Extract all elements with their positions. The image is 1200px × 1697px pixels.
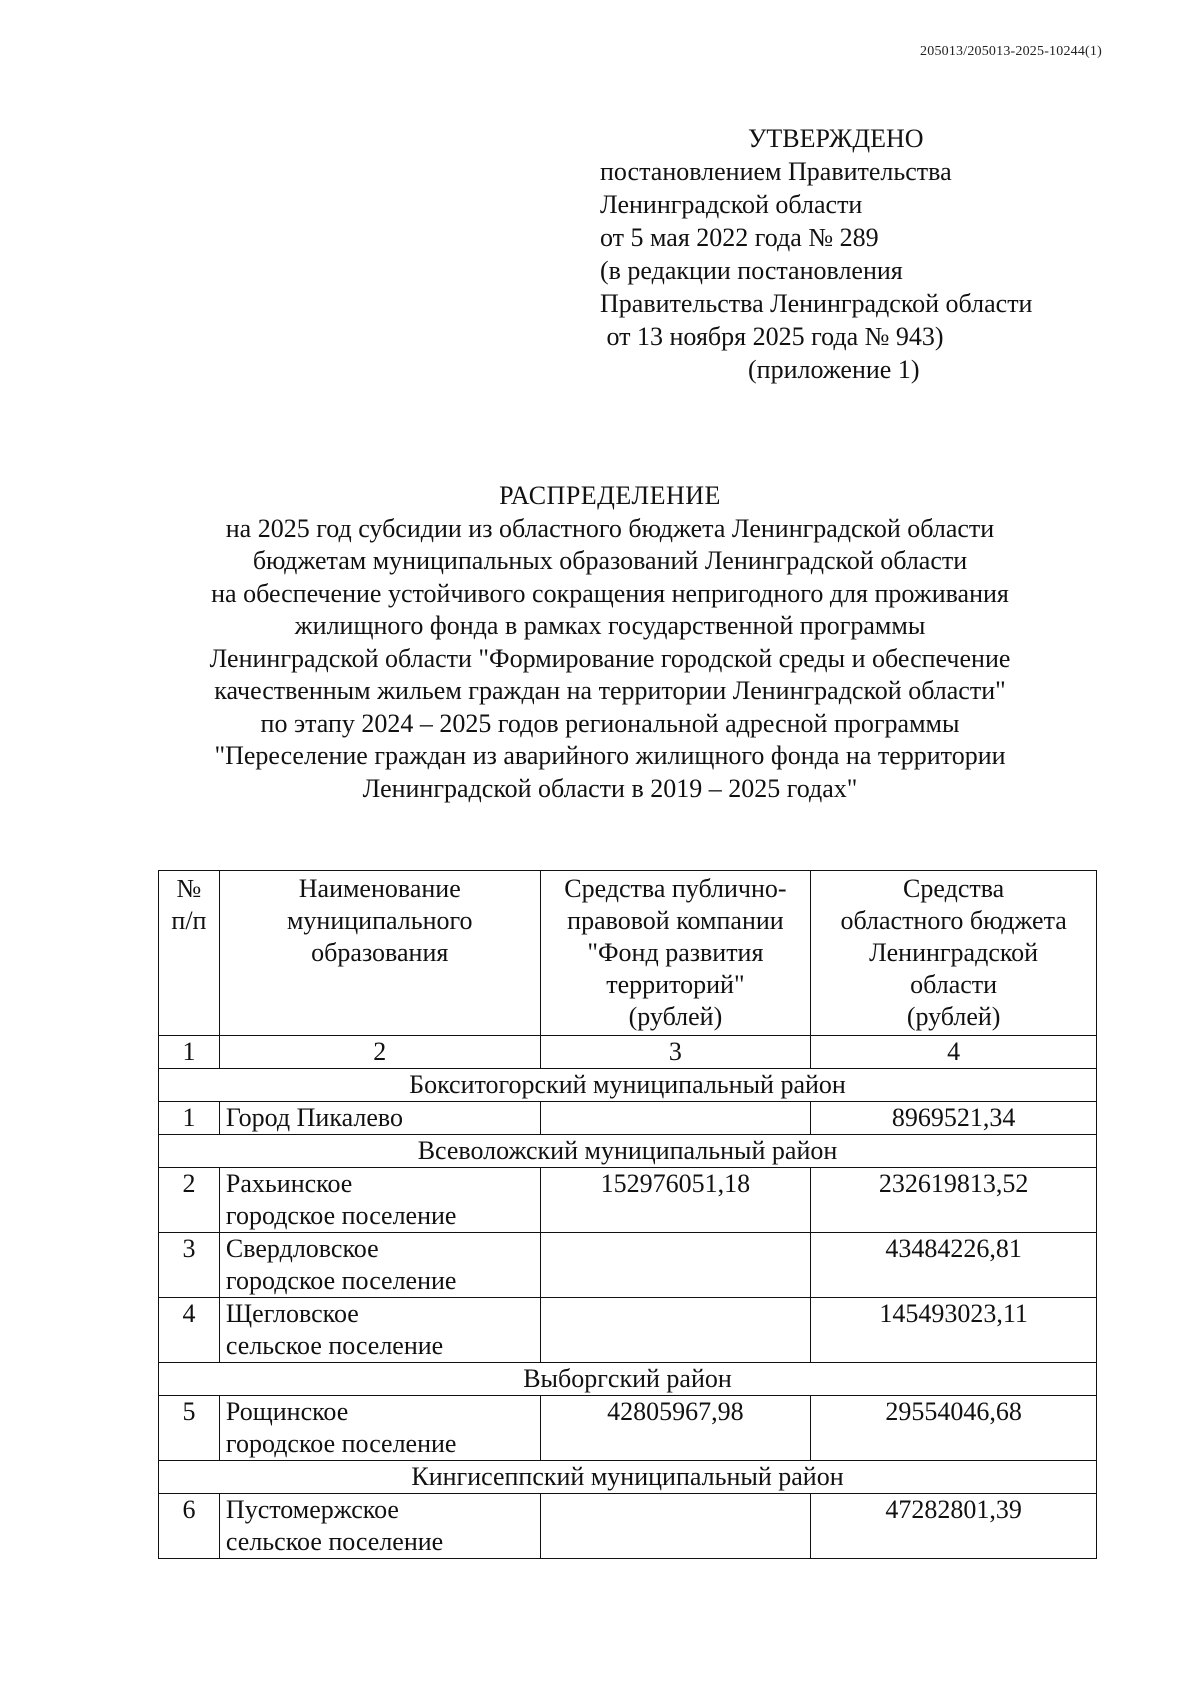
approval-block (600, 122, 1120, 386)
heading-line: Ленинградской области "Формирование городской среды и обеспечение (209, 643, 1011, 673)
approval-line: постановлением Правительства (600, 157, 952, 186)
distribution-table (158, 870, 1097, 1559)
header-line: муниципального (286, 906, 473, 935)
header-line: территорий" (606, 970, 745, 999)
row-fund-value: 42805967,98 (540, 1396, 811, 1461)
table-row (159, 1168, 1097, 1233)
approval-appendix: (приложение 1) (748, 355, 920, 384)
row-number: 6 (159, 1494, 220, 1559)
row-fund-value (540, 1298, 811, 1363)
row-number: 1 (159, 1102, 220, 1135)
row-number: 4 (159, 1298, 220, 1363)
row-name-line: городское поселение (225, 1429, 457, 1458)
approval-line: Ленинградской области (600, 190, 863, 219)
table-row (159, 1102, 1097, 1135)
table-row (159, 1494, 1097, 1559)
header-line: Ленинградской (869, 938, 1039, 967)
row-fund-value (540, 1494, 811, 1559)
row-regional-value: 43484226,81 (811, 1233, 1097, 1298)
header-line: правовой компании (567, 906, 784, 935)
row-number: 3 (159, 1233, 220, 1298)
header-cell-fund (540, 871, 811, 1036)
group-name: Всеволожский муниципальный район (159, 1135, 1097, 1168)
row-number: 5 (159, 1396, 220, 1461)
header-line: (рублей) (906, 1002, 1001, 1031)
header-line: № (176, 874, 202, 903)
row-name (219, 1494, 540, 1559)
row-name-line: Рощинское (225, 1397, 349, 1426)
approval-line: Правительства Ленинградской области (600, 289, 1033, 318)
table-header-row (159, 871, 1097, 1036)
header-line: областного бюджета (840, 906, 1067, 935)
column-number: 3 (540, 1036, 811, 1069)
header-line: Средства публично- (564, 874, 787, 903)
row-name-line: Свердловское (225, 1234, 379, 1263)
row-regional-value: 232619813,52 (811, 1168, 1097, 1233)
table-row (159, 1298, 1097, 1363)
row-name-line: Щегловское (225, 1299, 359, 1328)
document-heading (150, 480, 1070, 805)
row-regional-value: 29554046,68 (811, 1396, 1097, 1461)
table-row (159, 1396, 1097, 1461)
header-line: Наименование (298, 874, 461, 903)
heading-line: "Переселение граждан из аварийного жилищного фонда на территории (214, 741, 1006, 770)
row-name-line: сельское поселение (225, 1331, 444, 1360)
row-name (219, 1102, 540, 1135)
approval-line: от 5 мая 2022 года № 289 (600, 223, 879, 252)
approval-title: УТВЕРЖДЕНО (748, 124, 924, 153)
header-line: образования (311, 938, 449, 967)
approval-line: от 13 ноября 2025 года № 943) (600, 322, 944, 351)
header-line: Средства (903, 874, 1005, 903)
header-line: (рублей) (628, 1002, 723, 1031)
column-number: 2 (219, 1036, 540, 1069)
row-name (219, 1298, 540, 1363)
row-fund-value: 152976051,18 (540, 1168, 811, 1233)
column-number: 4 (811, 1036, 1097, 1069)
column-number: 1 (159, 1036, 220, 1069)
heading-line: Ленинградской области в 2019 – 2025 годах" (362, 773, 858, 803)
table-row (159, 1233, 1097, 1298)
row-name (219, 1396, 540, 1461)
header-cell-regional (811, 871, 1097, 1036)
row-regional-value: 145493023,11 (811, 1298, 1097, 1363)
row-fund-value (540, 1233, 811, 1298)
row-name-line: сельское поселение (225, 1527, 444, 1556)
header-line: "Фонд развития (587, 938, 764, 967)
heading-line: качественным жильем граждан на территории Ленинградской области" (214, 676, 1006, 705)
heading-line: на 2025 год субсидии из областного бюджета Ленинградской области (225, 513, 995, 543)
row-name-line: Рахьинское (225, 1169, 353, 1198)
group-row (159, 1135, 1097, 1168)
document-id: 205013/205013-2025-10244(1) (920, 44, 1102, 59)
heading-line: жилищного фонда в рамках государственной программы (294, 611, 926, 640)
group-name: Выборгский район (159, 1363, 1097, 1396)
header-cell-number (159, 871, 220, 1036)
approval-line: (в редакции постановления (600, 256, 903, 285)
row-name (219, 1233, 540, 1298)
row-name-line: городское поселение (225, 1266, 457, 1295)
group-name: Кингисеппский муниципальный район (159, 1461, 1097, 1494)
header-line: области (910, 970, 998, 999)
group-name: Бокситогорский муниципальный район (159, 1069, 1097, 1102)
group-row (159, 1363, 1097, 1396)
row-name-line: городское поселение (225, 1201, 457, 1230)
row-name-line: Город Пикалево (225, 1103, 403, 1132)
row-regional-value: 8969521,34 (811, 1102, 1097, 1135)
header-line: п/п (171, 906, 207, 935)
group-row (159, 1069, 1097, 1102)
group-row (159, 1461, 1097, 1494)
heading-line: на обеспечение устойчивого сокращения непригодного для проживания (211, 578, 1009, 608)
row-number: 2 (159, 1168, 220, 1233)
header-cell-name (219, 871, 540, 1036)
row-regional-value: 47282801,39 (811, 1494, 1097, 1559)
heading-line: по этапу 2024 – 2025 годов региональной адресной программы (260, 708, 960, 738)
column-number-row (159, 1036, 1097, 1069)
row-fund-value (540, 1102, 811, 1135)
row-name-line: Пустомержское (225, 1495, 399, 1524)
heading-title: РАСПРЕДЕЛЕНИЕ (499, 481, 721, 510)
heading-line: бюджетам муниципальных образований Ленинградской области (252, 546, 968, 575)
row-name (219, 1168, 540, 1233)
